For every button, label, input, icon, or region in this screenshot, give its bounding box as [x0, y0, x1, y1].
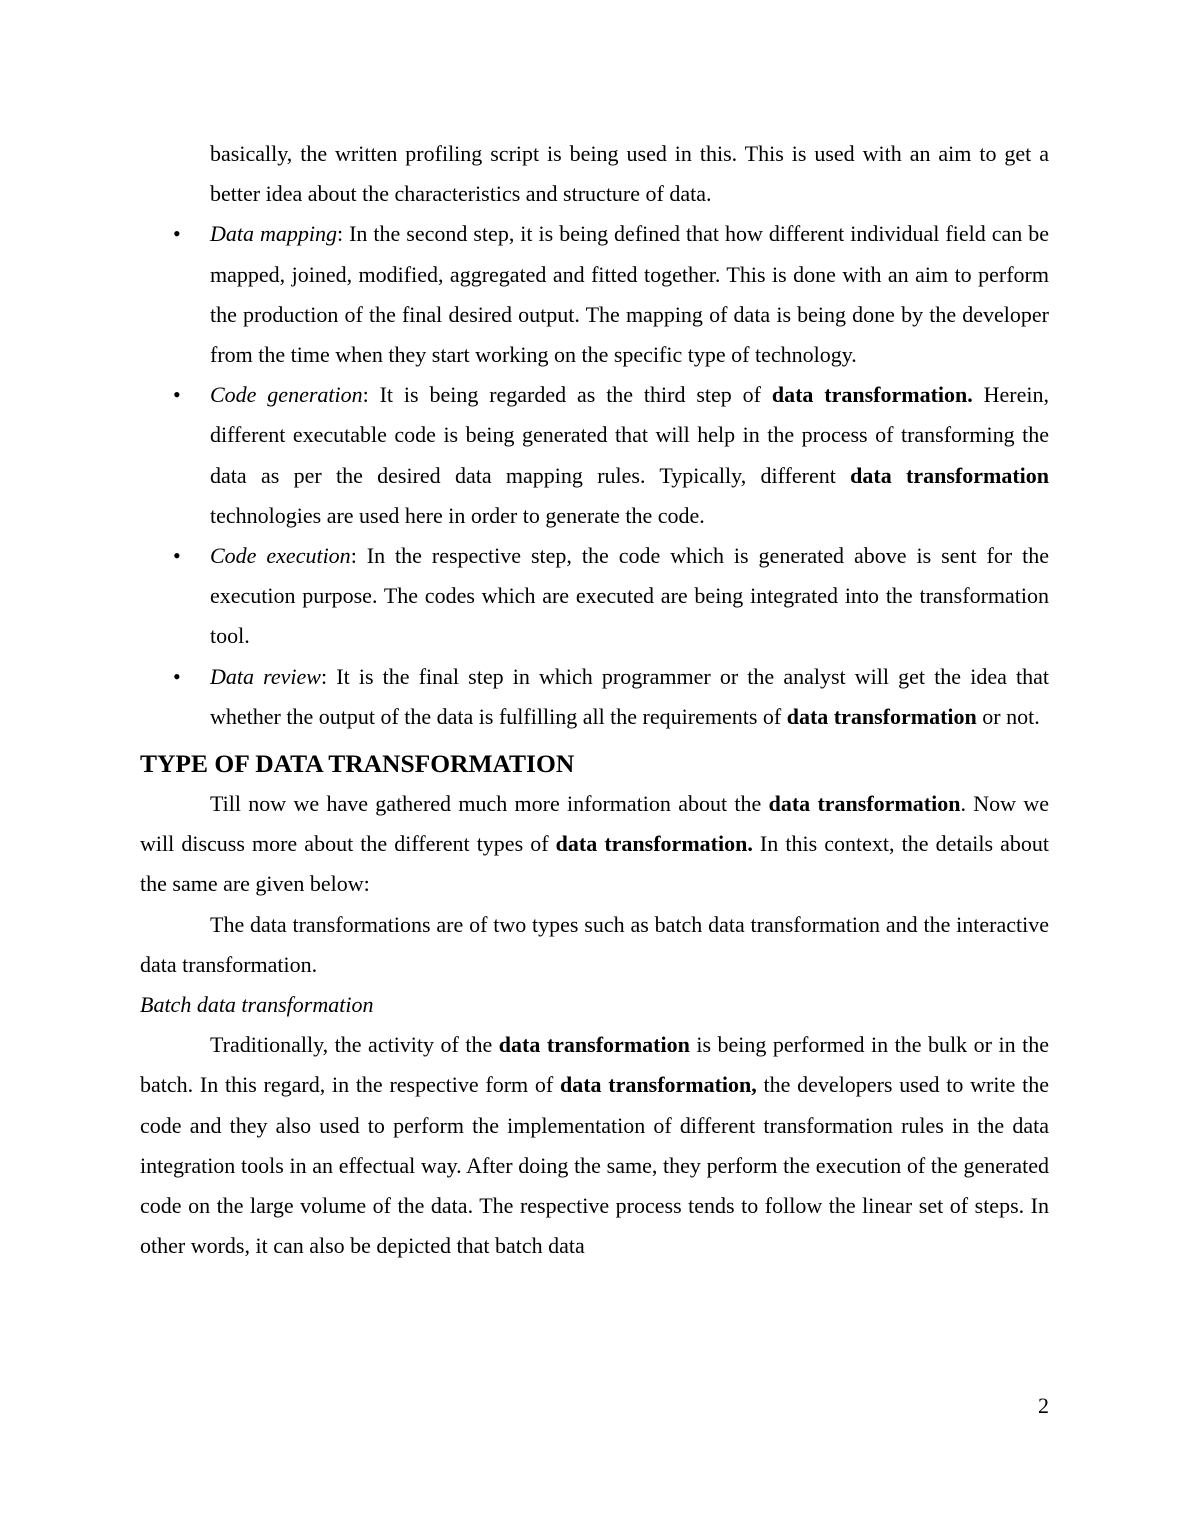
step-term: Data mapping: [210, 221, 337, 247]
bullet-icon: •: [173, 543, 181, 569]
bold-term: data transformation: [768, 791, 961, 817]
bullet-icon: •: [173, 382, 181, 408]
step-text: : It is the final step in which programmer or the analyst will get the idea that whether the output of the data is fulfilling all the requirements of: [210, 663, 1050, 729]
step-term: Data review: [210, 663, 321, 689]
list-item: [140, 536, 1049, 657]
step-text: technologies are used here in order to generate the code.: [210, 502, 705, 528]
bullet-icon: •: [173, 663, 181, 689]
list-item: [140, 214, 1049, 375]
page-number: 2: [1038, 1393, 1049, 1418]
list-item: [140, 657, 1049, 737]
bold-term: data transformation: [786, 703, 977, 729]
list-item: [140, 375, 1049, 536]
page-content: [140, 134, 1049, 1266]
step-text: or not.: [976, 703, 1040, 729]
step-text: Herein, different executable code is being generated that will help in the process of transforming the data as per the desired data mapping rules. Typically, different: [210, 382, 1049, 488]
bold-term: data transformation,: [559, 1072, 757, 1098]
bold-term: data transformation.: [555, 831, 753, 857]
step-text: : It is being regarded as the third step of: [362, 382, 772, 408]
transformation-steps-list: [140, 214, 1049, 737]
continued-paragraph: basically, the written profiling script is being used in this. This is used with an aim to get a better idea about the characteristics and structure of data.: [210, 141, 1049, 207]
step-text: : In the respective step, the code which is generated above is sent for the execution purpose. The codes which are executed are being integrated into the transformation tool.: [210, 543, 1049, 649]
bold-term: data transformation: [498, 1032, 690, 1058]
step-text: : In the second step, it is being defined that how different individual field can be mapped, joined, modified, aggregated and fitted together. This is done with an aim to perform the production of the final desired output. The mapping of data is being done by the developer from the time when they start working on the specific type of technology.: [210, 221, 1050, 368]
bullet-icon: •: [173, 221, 181, 247]
body-paragraph: Till now we have gathered much more information about the data transformation. Now we will discuss more about the different types of data transformation. In this context, the details about the same are given below:: [140, 791, 1049, 897]
body-paragraph: The data transformations are of two types such as batch data transformation and the interactive data transformation.: [140, 911, 1049, 977]
step-term: Code generation: [210, 382, 363, 408]
subheading: Batch data transformation: [140, 992, 374, 1018]
bold-term: data transformation: [850, 462, 1049, 488]
body-paragraph: Traditionally, the activity of the data transformation is being performed in the bulk or in the batch. In this regard, in the respective form of data transformation, the developers used to write the code and they also used to perform the implementation of different transformation rules in the data integration tools in an effectual way. After doing the same, they perform the execution of the generated code on the large volume of the data. The respective process tends to follow the linear set of steps. In other words, it can also be depicted that batch data: [140, 1032, 1050, 1259]
section-heading: TYPE OF DATA TRANSFORMATION: [140, 749, 575, 779]
bold-term: data transformation.: [771, 382, 973, 408]
step-term: Code execution: [210, 543, 351, 569]
